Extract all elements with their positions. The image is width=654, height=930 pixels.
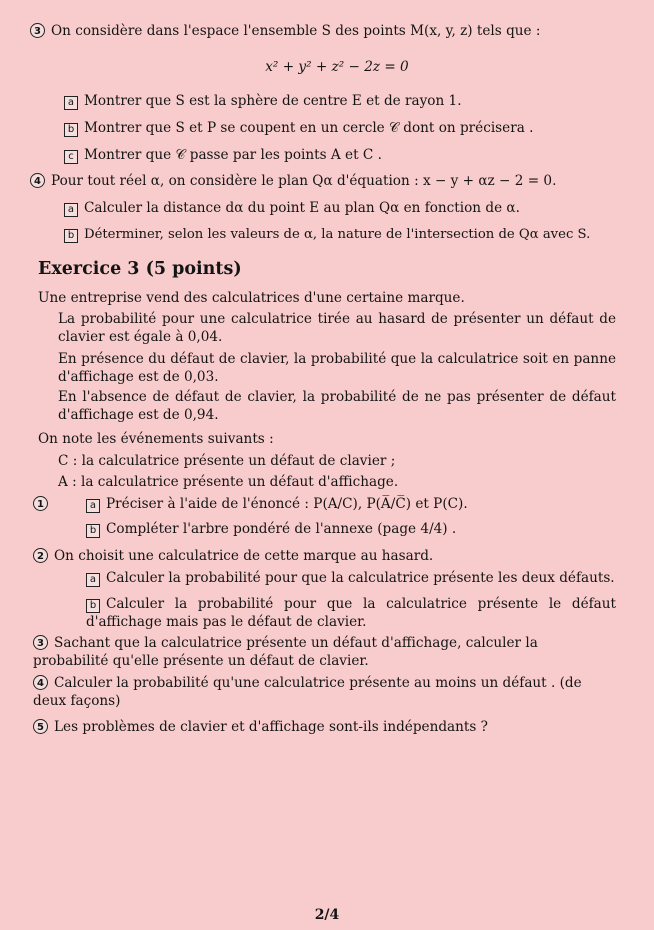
ex3-q2b-line: [86, 595, 616, 631]
q3a-line: [64, 92, 634, 110]
ex3-q5-number: 5: [33, 719, 48, 734]
q4b-label: b: [64, 229, 78, 243]
exercise3-paragraph-2: En présence du défaut de clavier, la probabilité que la calculatrice soit en panne d'affichage est de 0,03.: [58, 351, 616, 385]
ex3-q1b-line: [86, 520, 626, 538]
q3a-text: Montrer que S est la sphère de centre E et de rayon 1.: [84, 93, 462, 109]
ex3-q5-text: Les problèmes de clavier et d'affichage sont-ils indépendants ?: [54, 719, 488, 735]
ex3-q2a-label: a: [86, 573, 100, 587]
ex3-q3-line: [33, 634, 617, 670]
q4a-line: [64, 199, 634, 217]
q4a-text: Calculer la distance dα du point E au plan Qα en fonction de α.: [84, 200, 520, 216]
q4-number: 4: [30, 173, 45, 188]
ex3-q4-line: [33, 674, 617, 710]
ex3-q5-line: [33, 718, 617, 736]
ex3-q1a-text: Préciser à l'aide de l'énoncé : P(A/C), P(A̅/C̅) et P(C).: [106, 496, 468, 512]
q3-number: 3: [30, 23, 45, 38]
exercise3-paragraph-3: En l'absence de défaut de clavier, la probabilité de ne pas présenter de défaut d'affichage est de 0,94.: [58, 389, 616, 423]
ex3-q1b-label: b: [86, 524, 100, 538]
q4b-line: [64, 226, 644, 244]
ex3-q1a-label: a: [86, 499, 100, 513]
event-a: A : la calculatrice présente un défaut d'affichage.: [58, 474, 399, 490]
ex3-q2a-text: Calculer la probabilité pour que la calculatrice présente les deux défauts.: [106, 570, 615, 586]
exercise3-intro: Une entreprise vend des calculatrices d'une certaine marque.: [38, 290, 465, 306]
q3b-label: b: [64, 123, 78, 137]
ex3-q3-number: 3: [33, 635, 48, 650]
q3b-line: [64, 119, 634, 137]
ex3-q4-text: Calculer la probabilité qu'une calculatrice présente au moins un défaut . (de deux façons): [33, 675, 582, 709]
q4a-label: a: [64, 203, 78, 217]
exercise3-title: Exercice 3 (5 points): [38, 259, 242, 279]
sphere-equation: x² + y² + z² − 2z = 0: [265, 59, 409, 75]
ex3-q1b-text: Compléter l'arbre pondéré de l'annexe (page 4/4) .: [106, 521, 457, 537]
ex3-q2-text: On choisit une calculatrice de cette marque au hasard.: [54, 548, 434, 564]
ex3-q3-text: Sachant que la calculatrice présente un défaut d'affichage, calculer la probabilité qu'elle présente un défaut de clavier.: [33, 635, 538, 669]
q3c-text: Montrer que 𝒞 passe par les points A et C .: [84, 147, 382, 163]
ex3-q4-number: 4: [33, 675, 48, 690]
q3-line: [30, 22, 630, 40]
events-intro: On note les événements suivants :: [38, 431, 274, 447]
ex3-q1a-line: [86, 495, 626, 513]
ex3-q1-number-wrap: [33, 495, 48, 513]
exercise3-paragraph-1: La probabilité pour une calculatrice tirée au hasard de présenter un défaut de clavier est égale à 0,04.: [58, 311, 616, 345]
q3-text: On considère dans l'espace l'ensemble S des points M(x, y, z) tels que :: [51, 23, 541, 39]
q4-line: [30, 172, 640, 190]
q3b-text: Montrer que S et P se coupent en un cercle 𝒞 dont on précisera .: [84, 120, 534, 136]
ex3-q2a-line: [86, 569, 631, 587]
page-number: 2/4: [314, 907, 340, 923]
ex3-q2-number: 2: [33, 548, 48, 563]
q3c-label: c: [64, 150, 78, 164]
ex3-q2b-text: Calculer la probabilité pour que la calculatrice présente le défaut d'affichage mais pas le défaut de clavier.: [86, 596, 616, 630]
event-c: C : la calculatrice présente un défaut de clavier ;: [58, 453, 396, 469]
q4b-text: Déterminer, selon les valeurs de α, la nature de l'intersection de Qα avec S.: [84, 227, 591, 242]
ex3-q1-number: 1: [33, 496, 48, 511]
q3a-label: a: [64, 96, 78, 110]
ex3-q2b-label: b: [86, 599, 100, 613]
q4-text: Pour tout réel α, on considère le plan Qα d'équation : x − y + αz − 2 = 0.: [51, 173, 557, 189]
q3c-line: [64, 146, 634, 164]
ex3-q2-line: [33, 547, 633, 565]
